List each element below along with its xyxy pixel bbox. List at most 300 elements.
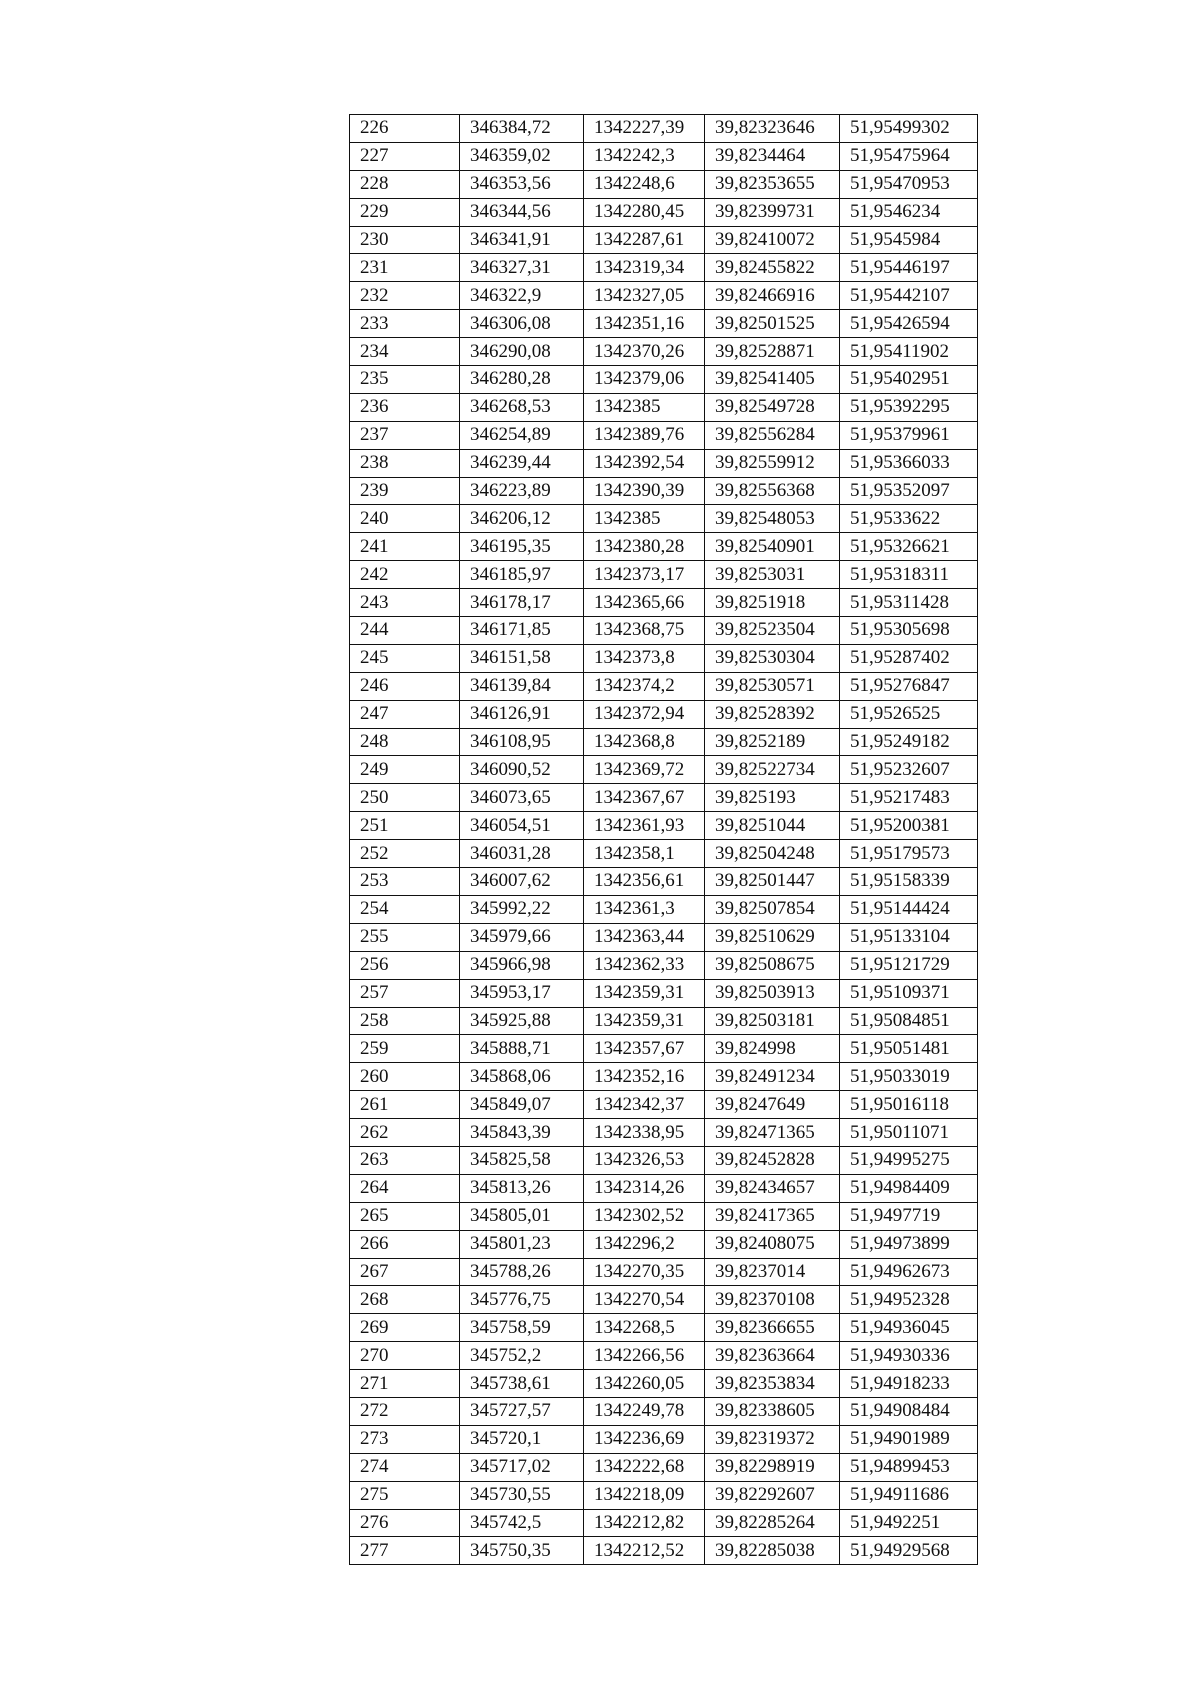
longitude-cell: 39,82338605 bbox=[705, 1397, 840, 1425]
point-number-cell: 243 bbox=[350, 589, 460, 617]
point-number-cell: 270 bbox=[350, 1342, 460, 1370]
x-coordinate-cell: 345758,59 bbox=[460, 1314, 584, 1342]
y-coordinate-cell: 1342362,33 bbox=[584, 951, 705, 979]
longitude-cell: 39,82292607 bbox=[705, 1481, 840, 1509]
x-coordinate-cell: 345888,71 bbox=[460, 1035, 584, 1063]
point-number-cell: 230 bbox=[350, 226, 460, 254]
table-row bbox=[350, 1202, 978, 1230]
point-number-cell: 258 bbox=[350, 1007, 460, 1035]
longitude-cell: 39,824998 bbox=[705, 1035, 840, 1063]
table-row bbox=[350, 1509, 978, 1537]
x-coordinate-cell: 346353,56 bbox=[460, 170, 584, 198]
point-number-cell: 229 bbox=[350, 198, 460, 226]
y-coordinate-cell: 1342359,31 bbox=[584, 979, 705, 1007]
point-number-cell: 247 bbox=[350, 700, 460, 728]
longitude-cell: 39,8234464 bbox=[705, 142, 840, 170]
point-number-cell: 253 bbox=[350, 868, 460, 896]
table-row bbox=[350, 1063, 978, 1091]
longitude-cell: 39,8253031 bbox=[705, 561, 840, 589]
point-number-cell: 267 bbox=[350, 1258, 460, 1286]
latitude-cell: 51,94899453 bbox=[840, 1453, 978, 1481]
table-row bbox=[350, 644, 978, 672]
latitude-cell: 51,95411902 bbox=[840, 338, 978, 366]
table-row bbox=[350, 142, 978, 170]
latitude-cell: 51,9533622 bbox=[840, 505, 978, 533]
point-number-cell: 276 bbox=[350, 1509, 460, 1537]
point-number-cell: 232 bbox=[350, 282, 460, 310]
longitude-cell: 39,82548053 bbox=[705, 505, 840, 533]
longitude-cell: 39,82510629 bbox=[705, 923, 840, 951]
x-coordinate-cell: 346384,72 bbox=[460, 115, 584, 143]
y-coordinate-cell: 1342361,3 bbox=[584, 895, 705, 923]
latitude-cell: 51,95311428 bbox=[840, 589, 978, 617]
longitude-cell: 39,82508675 bbox=[705, 951, 840, 979]
x-coordinate-cell: 346327,31 bbox=[460, 254, 584, 282]
point-number-cell: 255 bbox=[350, 923, 460, 951]
latitude-cell: 51,9526525 bbox=[840, 700, 978, 728]
latitude-cell: 51,95366033 bbox=[840, 449, 978, 477]
latitude-cell: 51,95287402 bbox=[840, 644, 978, 672]
y-coordinate-cell: 1342358,1 bbox=[584, 840, 705, 868]
point-number-cell: 250 bbox=[350, 784, 460, 812]
point-number-cell: 257 bbox=[350, 979, 460, 1007]
point-number-cell: 248 bbox=[350, 728, 460, 756]
x-coordinate-cell: 345843,39 bbox=[460, 1119, 584, 1147]
x-coordinate-cell: 345849,07 bbox=[460, 1091, 584, 1119]
latitude-cell: 51,95200381 bbox=[840, 812, 978, 840]
coordinates-table bbox=[349, 114, 978, 1565]
longitude-cell: 39,82417365 bbox=[705, 1202, 840, 1230]
longitude-cell: 39,82528871 bbox=[705, 338, 840, 366]
y-coordinate-cell: 1342392,54 bbox=[584, 449, 705, 477]
point-number-cell: 245 bbox=[350, 644, 460, 672]
y-coordinate-cell: 1342370,26 bbox=[584, 338, 705, 366]
table-row bbox=[350, 1314, 978, 1342]
point-number-cell: 262 bbox=[350, 1119, 460, 1147]
table-row bbox=[350, 254, 978, 282]
longitude-cell: 39,8251044 bbox=[705, 812, 840, 840]
x-coordinate-cell: 345776,75 bbox=[460, 1286, 584, 1314]
x-coordinate-cell: 345825,58 bbox=[460, 1146, 584, 1174]
latitude-cell: 51,95392295 bbox=[840, 393, 978, 421]
table-row bbox=[350, 115, 978, 143]
y-coordinate-cell: 1342361,93 bbox=[584, 812, 705, 840]
y-coordinate-cell: 1342212,52 bbox=[584, 1537, 705, 1565]
y-coordinate-cell: 1342351,16 bbox=[584, 310, 705, 338]
table-row bbox=[350, 366, 978, 394]
y-coordinate-cell: 1342367,67 bbox=[584, 784, 705, 812]
x-coordinate-cell: 345742,5 bbox=[460, 1509, 584, 1537]
y-coordinate-cell: 1342385 bbox=[584, 393, 705, 421]
table-row bbox=[350, 1425, 978, 1453]
x-coordinate-cell: 346322,9 bbox=[460, 282, 584, 310]
latitude-cell: 51,94918233 bbox=[840, 1370, 978, 1398]
longitude-cell: 39,82541405 bbox=[705, 366, 840, 394]
point-number-cell: 237 bbox=[350, 421, 460, 449]
latitude-cell: 51,95249182 bbox=[840, 728, 978, 756]
longitude-cell: 39,82285038 bbox=[705, 1537, 840, 1565]
table-row bbox=[350, 393, 978, 421]
latitude-cell: 51,94962673 bbox=[840, 1258, 978, 1286]
table-row bbox=[350, 226, 978, 254]
latitude-cell: 51,95011071 bbox=[840, 1119, 978, 1147]
y-coordinate-cell: 1342296,2 bbox=[584, 1230, 705, 1258]
latitude-cell: 51,95442107 bbox=[840, 282, 978, 310]
x-coordinate-cell: 345805,01 bbox=[460, 1202, 584, 1230]
x-coordinate-cell: 345752,2 bbox=[460, 1342, 584, 1370]
longitude-cell: 39,82504248 bbox=[705, 840, 840, 868]
x-coordinate-cell: 345727,57 bbox=[460, 1397, 584, 1425]
x-coordinate-cell: 345730,55 bbox=[460, 1481, 584, 1509]
point-number-cell: 263 bbox=[350, 1146, 460, 1174]
point-number-cell: 228 bbox=[350, 170, 460, 198]
point-number-cell: 233 bbox=[350, 310, 460, 338]
longitude-cell: 39,82363664 bbox=[705, 1342, 840, 1370]
y-coordinate-cell: 1342374,2 bbox=[584, 672, 705, 700]
point-number-cell: 239 bbox=[350, 477, 460, 505]
x-coordinate-cell: 346126,91 bbox=[460, 700, 584, 728]
y-coordinate-cell: 1342356,61 bbox=[584, 868, 705, 896]
table-row bbox=[350, 1370, 978, 1398]
latitude-cell: 51,95217483 bbox=[840, 784, 978, 812]
point-number-cell: 254 bbox=[350, 895, 460, 923]
latitude-cell: 51,94973899 bbox=[840, 1230, 978, 1258]
y-coordinate-cell: 1342338,95 bbox=[584, 1119, 705, 1147]
y-coordinate-cell: 1342270,35 bbox=[584, 1258, 705, 1286]
latitude-cell: 51,95446197 bbox=[840, 254, 978, 282]
table-row bbox=[350, 533, 978, 561]
point-number-cell: 238 bbox=[350, 449, 460, 477]
x-coordinate-cell: 345738,61 bbox=[460, 1370, 584, 1398]
point-number-cell: 264 bbox=[350, 1174, 460, 1202]
x-coordinate-cell: 346054,51 bbox=[460, 812, 584, 840]
longitude-cell: 39,82503913 bbox=[705, 979, 840, 1007]
y-coordinate-cell: 1342270,54 bbox=[584, 1286, 705, 1314]
point-number-cell: 277 bbox=[350, 1537, 460, 1565]
longitude-cell: 39,82471365 bbox=[705, 1119, 840, 1147]
point-number-cell: 227 bbox=[350, 142, 460, 170]
point-number-cell: 242 bbox=[350, 561, 460, 589]
latitude-cell: 51,94929568 bbox=[840, 1537, 978, 1565]
longitude-cell: 39,82530304 bbox=[705, 644, 840, 672]
table-row bbox=[350, 700, 978, 728]
latitude-cell: 51,95109371 bbox=[840, 979, 978, 1007]
point-number-cell: 265 bbox=[350, 1202, 460, 1230]
point-number-cell: 226 bbox=[350, 115, 460, 143]
latitude-cell: 51,94984409 bbox=[840, 1174, 978, 1202]
y-coordinate-cell: 1342389,76 bbox=[584, 421, 705, 449]
latitude-cell: 51,95179573 bbox=[840, 840, 978, 868]
latitude-cell: 51,95033019 bbox=[840, 1063, 978, 1091]
latitude-cell: 51,94930336 bbox=[840, 1342, 978, 1370]
x-coordinate-cell: 346090,52 bbox=[460, 756, 584, 784]
point-number-cell: 269 bbox=[350, 1314, 460, 1342]
table-row bbox=[350, 170, 978, 198]
longitude-cell: 39,8237014 bbox=[705, 1258, 840, 1286]
point-number-cell: 268 bbox=[350, 1286, 460, 1314]
longitude-cell: 39,82366655 bbox=[705, 1314, 840, 1342]
point-number-cell: 266 bbox=[350, 1230, 460, 1258]
point-number-cell: 272 bbox=[350, 1397, 460, 1425]
latitude-cell: 51,95499302 bbox=[840, 115, 978, 143]
longitude-cell: 39,82455822 bbox=[705, 254, 840, 282]
latitude-cell: 51,95470953 bbox=[840, 170, 978, 198]
latitude-cell: 51,95016118 bbox=[840, 1091, 978, 1119]
longitude-cell: 39,82528392 bbox=[705, 700, 840, 728]
y-coordinate-cell: 1342373,8 bbox=[584, 644, 705, 672]
y-coordinate-cell: 1342248,6 bbox=[584, 170, 705, 198]
longitude-cell: 39,82319372 bbox=[705, 1425, 840, 1453]
table-row bbox=[350, 840, 978, 868]
latitude-cell: 51,94995275 bbox=[840, 1146, 978, 1174]
x-coordinate-cell: 345925,88 bbox=[460, 1007, 584, 1035]
point-number-cell: 251 bbox=[350, 812, 460, 840]
table-row bbox=[350, 1342, 978, 1370]
longitude-cell: 39,82353655 bbox=[705, 170, 840, 198]
table-row bbox=[350, 589, 978, 617]
y-coordinate-cell: 1342363,44 bbox=[584, 923, 705, 951]
x-coordinate-cell: 346178,17 bbox=[460, 589, 584, 617]
table-row bbox=[350, 1286, 978, 1314]
table-row bbox=[350, 895, 978, 923]
table-row bbox=[350, 1007, 978, 1035]
y-coordinate-cell: 1342326,53 bbox=[584, 1146, 705, 1174]
y-coordinate-cell: 1342280,45 bbox=[584, 198, 705, 226]
y-coordinate-cell: 1342352,16 bbox=[584, 1063, 705, 1091]
longitude-cell: 39,82530571 bbox=[705, 672, 840, 700]
x-coordinate-cell: 346195,35 bbox=[460, 533, 584, 561]
longitude-cell: 39,825193 bbox=[705, 784, 840, 812]
x-coordinate-cell: 345720,1 bbox=[460, 1425, 584, 1453]
y-coordinate-cell: 1342342,37 bbox=[584, 1091, 705, 1119]
latitude-cell: 51,95084851 bbox=[840, 1007, 978, 1035]
table-row bbox=[350, 338, 978, 366]
point-number-cell: 240 bbox=[350, 505, 460, 533]
y-coordinate-cell: 1342222,68 bbox=[584, 1453, 705, 1481]
point-number-cell: 261 bbox=[350, 1091, 460, 1119]
x-coordinate-cell: 346280,28 bbox=[460, 366, 584, 394]
x-coordinate-cell: 346359,02 bbox=[460, 142, 584, 170]
longitude-cell: 39,82370108 bbox=[705, 1286, 840, 1314]
y-coordinate-cell: 1342359,31 bbox=[584, 1007, 705, 1035]
y-coordinate-cell: 1342236,69 bbox=[584, 1425, 705, 1453]
y-coordinate-cell: 1342314,26 bbox=[584, 1174, 705, 1202]
table-row bbox=[350, 951, 978, 979]
latitude-cell: 51,9497719 bbox=[840, 1202, 978, 1230]
longitude-cell: 39,82503181 bbox=[705, 1007, 840, 1035]
y-coordinate-cell: 1342260,05 bbox=[584, 1370, 705, 1398]
y-coordinate-cell: 1342372,94 bbox=[584, 700, 705, 728]
x-coordinate-cell: 345979,66 bbox=[460, 923, 584, 951]
point-number-cell: 246 bbox=[350, 672, 460, 700]
point-number-cell: 275 bbox=[350, 1481, 460, 1509]
x-coordinate-cell: 345801,23 bbox=[460, 1230, 584, 1258]
table-row bbox=[350, 1397, 978, 1425]
point-number-cell: 236 bbox=[350, 393, 460, 421]
y-coordinate-cell: 1342287,61 bbox=[584, 226, 705, 254]
table-row bbox=[350, 198, 978, 226]
table-row bbox=[350, 1481, 978, 1509]
point-number-cell: 274 bbox=[350, 1453, 460, 1481]
latitude-cell: 51,94901989 bbox=[840, 1425, 978, 1453]
point-number-cell: 252 bbox=[350, 840, 460, 868]
table-row bbox=[350, 1230, 978, 1258]
table-row bbox=[350, 1453, 978, 1481]
table-row bbox=[350, 672, 978, 700]
latitude-cell: 51,94908484 bbox=[840, 1397, 978, 1425]
longitude-cell: 39,8247649 bbox=[705, 1091, 840, 1119]
longitude-cell: 39,82353834 bbox=[705, 1370, 840, 1398]
longitude-cell: 39,82507854 bbox=[705, 895, 840, 923]
x-coordinate-cell: 346206,12 bbox=[460, 505, 584, 533]
x-coordinate-cell: 346239,44 bbox=[460, 449, 584, 477]
x-coordinate-cell: 345717,02 bbox=[460, 1453, 584, 1481]
longitude-cell: 39,8252189 bbox=[705, 728, 840, 756]
table-row bbox=[350, 1537, 978, 1565]
y-coordinate-cell: 1342369,72 bbox=[584, 756, 705, 784]
table-row bbox=[350, 449, 978, 477]
longitude-cell: 39,82556284 bbox=[705, 421, 840, 449]
latitude-cell: 51,95318311 bbox=[840, 561, 978, 589]
latitude-cell: 51,95121729 bbox=[840, 951, 978, 979]
table-row bbox=[350, 477, 978, 505]
y-coordinate-cell: 1342242,3 bbox=[584, 142, 705, 170]
table-row bbox=[350, 1119, 978, 1147]
x-coordinate-cell: 346254,89 bbox=[460, 421, 584, 449]
latitude-cell: 51,95144424 bbox=[840, 895, 978, 923]
y-coordinate-cell: 1342373,17 bbox=[584, 561, 705, 589]
x-coordinate-cell: 346108,95 bbox=[460, 728, 584, 756]
latitude-cell: 51,94911686 bbox=[840, 1481, 978, 1509]
table-row bbox=[350, 923, 978, 951]
latitude-cell: 51,95402951 bbox=[840, 366, 978, 394]
y-coordinate-cell: 1342368,8 bbox=[584, 728, 705, 756]
point-number-cell: 241 bbox=[350, 533, 460, 561]
y-coordinate-cell: 1342268,5 bbox=[584, 1314, 705, 1342]
longitude-cell: 39,82540901 bbox=[705, 533, 840, 561]
longitude-cell: 39,82298919 bbox=[705, 1453, 840, 1481]
table-row bbox=[350, 421, 978, 449]
latitude-cell: 51,9492251 bbox=[840, 1509, 978, 1537]
y-coordinate-cell: 1342327,05 bbox=[584, 282, 705, 310]
longitude-cell: 39,82452828 bbox=[705, 1146, 840, 1174]
x-coordinate-cell: 346007,62 bbox=[460, 868, 584, 896]
latitude-cell: 51,95352097 bbox=[840, 477, 978, 505]
x-coordinate-cell: 345788,26 bbox=[460, 1258, 584, 1286]
x-coordinate-cell: 346223,89 bbox=[460, 477, 584, 505]
point-number-cell: 271 bbox=[350, 1370, 460, 1398]
longitude-cell: 39,82408075 bbox=[705, 1230, 840, 1258]
x-coordinate-cell: 346185,97 bbox=[460, 561, 584, 589]
point-number-cell: 249 bbox=[350, 756, 460, 784]
longitude-cell: 39,82399731 bbox=[705, 198, 840, 226]
y-coordinate-cell: 1342385 bbox=[584, 505, 705, 533]
x-coordinate-cell: 345750,35 bbox=[460, 1537, 584, 1565]
latitude-cell: 51,9546234 bbox=[840, 198, 978, 226]
longitude-cell: 39,82501525 bbox=[705, 310, 840, 338]
table-row bbox=[350, 561, 978, 589]
x-coordinate-cell: 345953,17 bbox=[460, 979, 584, 1007]
x-coordinate-cell: 345992,22 bbox=[460, 895, 584, 923]
longitude-cell: 39,82323646 bbox=[705, 115, 840, 143]
table-row bbox=[350, 505, 978, 533]
table-row bbox=[350, 282, 978, 310]
longitude-cell: 39,82556368 bbox=[705, 477, 840, 505]
table-row bbox=[350, 1258, 978, 1286]
latitude-cell: 51,95232607 bbox=[840, 756, 978, 784]
x-coordinate-cell: 346151,58 bbox=[460, 644, 584, 672]
table-row bbox=[350, 784, 978, 812]
longitude-cell: 39,82559912 bbox=[705, 449, 840, 477]
y-coordinate-cell: 1342357,67 bbox=[584, 1035, 705, 1063]
table-row bbox=[350, 868, 978, 896]
table-row bbox=[350, 979, 978, 1007]
table-row bbox=[350, 310, 978, 338]
point-number-cell: 260 bbox=[350, 1063, 460, 1091]
y-coordinate-cell: 1342319,34 bbox=[584, 254, 705, 282]
latitude-cell: 51,95326621 bbox=[840, 533, 978, 561]
x-coordinate-cell: 346290,08 bbox=[460, 338, 584, 366]
y-coordinate-cell: 1342227,39 bbox=[584, 115, 705, 143]
table-row bbox=[350, 812, 978, 840]
table-row bbox=[350, 1035, 978, 1063]
longitude-cell: 39,82523504 bbox=[705, 617, 840, 645]
longitude-cell: 39,82285264 bbox=[705, 1509, 840, 1537]
table-row bbox=[350, 1146, 978, 1174]
point-number-cell: 231 bbox=[350, 254, 460, 282]
x-coordinate-cell: 346268,53 bbox=[460, 393, 584, 421]
point-number-cell: 235 bbox=[350, 366, 460, 394]
latitude-cell: 51,95379961 bbox=[840, 421, 978, 449]
table-row bbox=[350, 1174, 978, 1202]
y-coordinate-cell: 1342379,06 bbox=[584, 366, 705, 394]
latitude-cell: 51,95158339 bbox=[840, 868, 978, 896]
x-coordinate-cell: 346073,65 bbox=[460, 784, 584, 812]
longitude-cell: 39,82501447 bbox=[705, 868, 840, 896]
y-coordinate-cell: 1342365,66 bbox=[584, 589, 705, 617]
x-coordinate-cell: 346139,84 bbox=[460, 672, 584, 700]
point-number-cell: 256 bbox=[350, 951, 460, 979]
x-coordinate-cell: 346171,85 bbox=[460, 617, 584, 645]
latitude-cell: 51,94952328 bbox=[840, 1286, 978, 1314]
x-coordinate-cell: 346344,56 bbox=[460, 198, 584, 226]
longitude-cell: 39,82466916 bbox=[705, 282, 840, 310]
y-coordinate-cell: 1342368,75 bbox=[584, 617, 705, 645]
y-coordinate-cell: 1342218,09 bbox=[584, 1481, 705, 1509]
longitude-cell: 39,82549728 bbox=[705, 393, 840, 421]
point-number-cell: 259 bbox=[350, 1035, 460, 1063]
longitude-cell: 39,82522734 bbox=[705, 756, 840, 784]
coordinates-table-body bbox=[350, 115, 978, 1565]
y-coordinate-cell: 1342212,82 bbox=[584, 1509, 705, 1537]
y-coordinate-cell: 1342266,56 bbox=[584, 1342, 705, 1370]
point-number-cell: 234 bbox=[350, 338, 460, 366]
latitude-cell: 51,95276847 bbox=[840, 672, 978, 700]
longitude-cell: 39,8251918 bbox=[705, 589, 840, 617]
x-coordinate-cell: 346306,08 bbox=[460, 310, 584, 338]
point-number-cell: 273 bbox=[350, 1425, 460, 1453]
table-row bbox=[350, 617, 978, 645]
x-coordinate-cell: 345813,26 bbox=[460, 1174, 584, 1202]
latitude-cell: 51,94936045 bbox=[840, 1314, 978, 1342]
latitude-cell: 51,9545984 bbox=[840, 226, 978, 254]
latitude-cell: 51,95051481 bbox=[840, 1035, 978, 1063]
longitude-cell: 39,82491234 bbox=[705, 1063, 840, 1091]
latitude-cell: 51,95475964 bbox=[840, 142, 978, 170]
table-row bbox=[350, 756, 978, 784]
y-coordinate-cell: 1342380,28 bbox=[584, 533, 705, 561]
x-coordinate-cell: 345868,06 bbox=[460, 1063, 584, 1091]
